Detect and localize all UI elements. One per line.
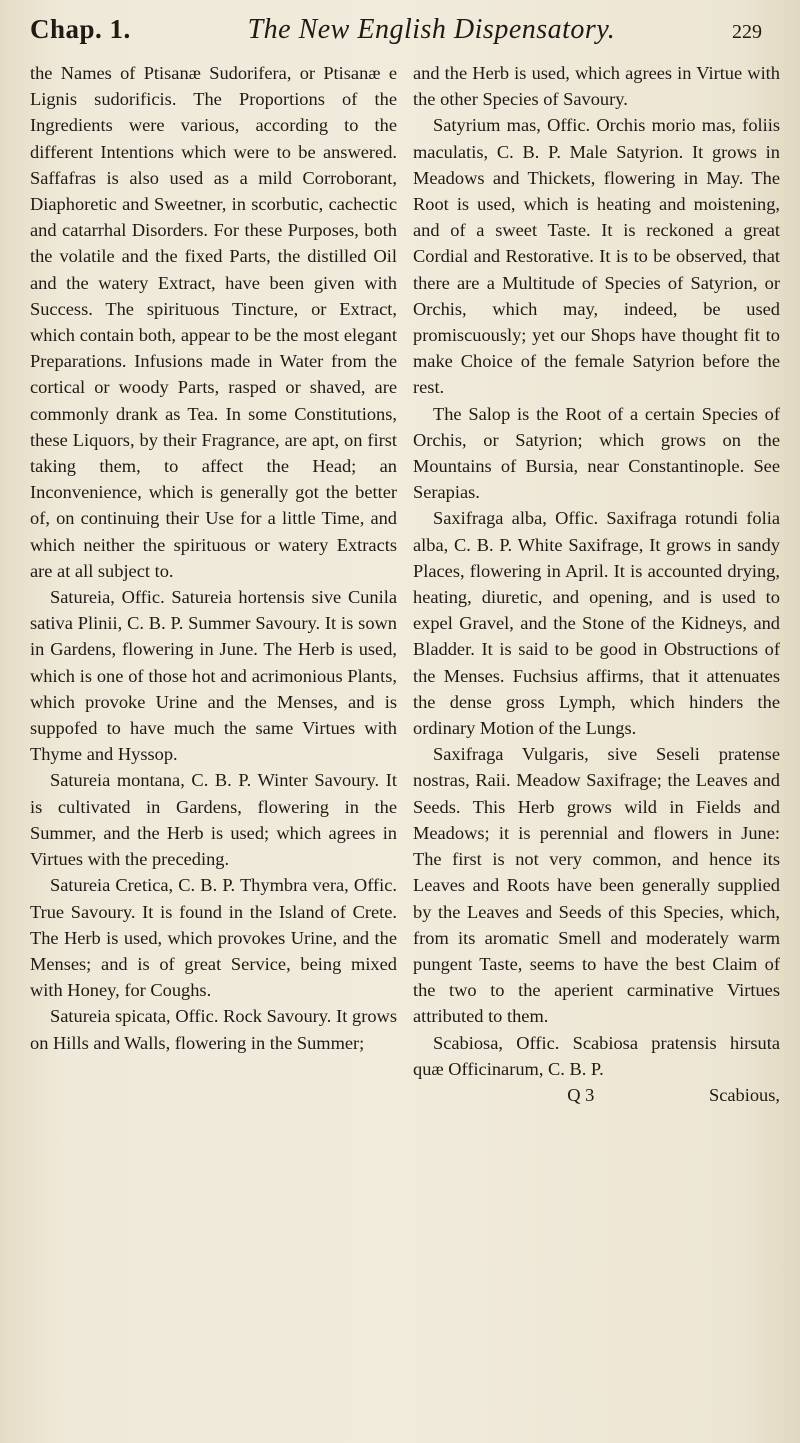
catchword: Scabious,: [708, 1084, 780, 1105]
text-columns: [30, 60, 780, 1108]
page-number: 229: [732, 21, 762, 43]
right-column: [413, 60, 780, 1108]
paragraph: Satureia, Offic. Satureia hortensis sive Cunila sativa Plinii, C. B. P. Summer Savoury. It is sown in Gardens, flowering in June. The Herb is used, which is one of those hot and acrimonious Plants, which provoke Urine and the Menses, and is suppofed to have much the same Virtues with Thyme and Hyssop.: [30, 587, 397, 765]
paragraph: Satureia montana, C. B. P. Winter Savoury. It is cultivated in Gardens, flowering in the Summer, and the Herb is used; which agrees in Virtues with the preceding.: [30, 770, 397, 870]
signature-mark: Q 3: [567, 1084, 595, 1105]
chapter-label: Chap. 1.: [30, 14, 131, 44]
paragraph: Saxifraga Vulgaris, sive Seseli pratense nostras, Raii. Meadow Saxifrage; the Leaves and Seeds. This Herb grows wild in Fields and Meadows; it is perennial and flowers in June: The first is not very common, and hence its Leaves and Roots have been generally supplied by the Leaves and Seeds of this Species, which, from its aromatic Smell and moderately warm pungent Taste, seems to have the best Claim of the two to the aperient carminative Virtues attributed to them.: [413, 744, 780, 1027]
paragraph: Satyrium mas, Offic. Orchis morio mas, foliis maculatis, C. B. P. Male Satyrion. It grows in Meadows and Thickets, flowering in May. The Root is used, which is heating and moistening, and of a sweet Taste. It is reckoned a great Cordial and Restorative. It is to be observed, that there are a Multitude of Species of Satyrion, or Orchis, which may, indeed, be used promiscuously; yet our Shops have thought fit to make Choice of the female Satyrion before the rest.: [413, 115, 780, 398]
paragraph: the Names of Ptisanæ Sudorifera, or Ptisanæ e Lignis sudorificis. The Proportions of the Ingredients were various, according to the different Intentions which were to be answered. Saffafras is also used as a mild Corroborant, Diaphoretic and Sweetner, in scorbutic, cachectic and catarrhal Disorders. For these Purposes, both the volatile and the fixed Parts, the distilled Oil and the watery Extract, have been given with Success. The spirituous Tincture, or Extract, which contain both, appear to be the most elegant Preparations. Infusions made in Water from the cortical or woody Parts, rasped or shaved, are commonly drank as Tea. In some Constitutions, these Liquors, by their Fragrance, are apt, on first taking them, to affect the Head; an Inconvenience, which is generally got the better of, on continuing their Use for a little Time, and which neither the spirituous or watery Extracts are at all subject to.: [30, 63, 397, 581]
paragraph: Scabiosa, Offic. Scabiosa pratensis hirsuta quæ Officinarum, C. B. P.: [413, 1032, 780, 1079]
paragraph: Saxifraga alba, Offic. Saxifraga rotundi folia alba, C. B. P. White Saxifrage, It grows in sandy Places, flowering in April. It is accounted drying, heating, diuretic, and opening, and is used to expel Gravel, and the Stone of the Kidneys, and Bladder. It is said to be good in Obstructions of the Menses. Fuchsius affirms, that it attenuates the dense gross Lymph, which hinders the ordinary Motion of the Lungs.: [413, 508, 780, 739]
page-title: The New English Dispensatory.: [247, 14, 616, 45]
running-header: [30, 14, 780, 58]
left-column: [30, 60, 397, 1108]
paragraph: The Salop is the Root of a certain Species of Orchis, or Satyrion; which grows on the Mountains of Bursia, near Constantinople. See Serapias.: [413, 403, 780, 503]
paragraph: and the Herb is used, which agrees in Virtue with the other Species of Savoury.: [413, 63, 780, 110]
page-footer: [413, 1082, 780, 1108]
paragraph: Satureia spicata, Offic. Rock Savoury. It grows on Hills and Walls, flowering in the Summer;: [30, 1006, 397, 1053]
paragraph: Satureia Cretica, C. B. P. Thymbra vera, Offic. True Savoury. It is found in the Island of Crete. The Herb is used, which provokes Urine, and the Menses; and is of great Service, being mixed with Honey, for Coughs.: [30, 875, 397, 1001]
